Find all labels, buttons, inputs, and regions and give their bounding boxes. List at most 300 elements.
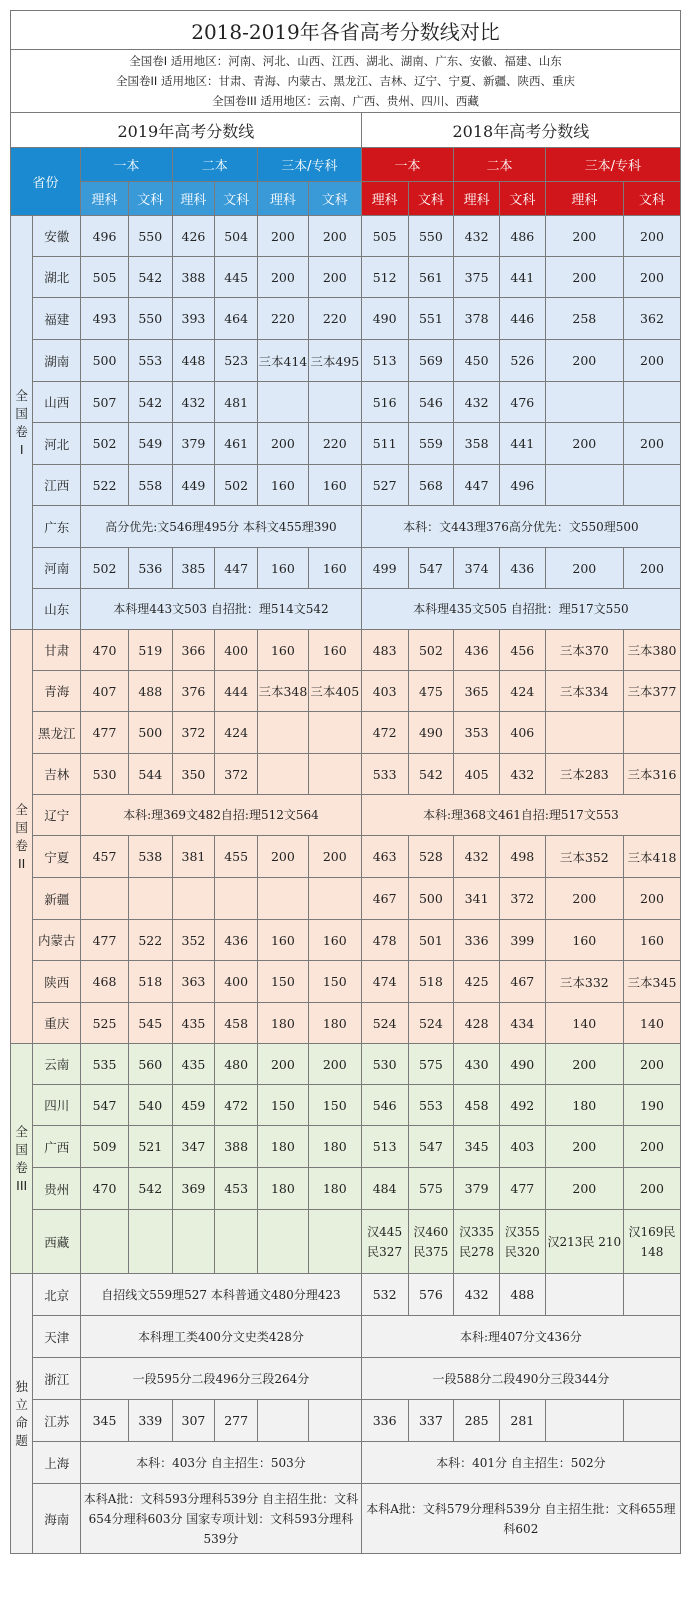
province-cell: 浙江 <box>33 1358 81 1400</box>
score-cell-2019: 426 <box>172 216 215 257</box>
merged-score-cell-2018: 本科A批：文科579分理科539分 自主招生批：文科655理科602 <box>361 1484 680 1554</box>
score-cell-2019: 385 <box>172 548 215 589</box>
score-cell-2019: 180 <box>308 1003 361 1044</box>
score-cell-2019: 400 <box>215 961 258 1003</box>
province-cell: 新疆 <box>33 878 81 920</box>
score-cell-2019: 160 <box>308 548 361 589</box>
score-cell-2019: 542 <box>128 257 172 298</box>
score-cell-2018: 492 <box>499 1085 545 1126</box>
score-cell-2018: 528 <box>408 836 454 878</box>
exam-group-label <box>11 630 33 1044</box>
group-label-char: 国 <box>15 405 28 421</box>
score-cell-2018: 337 <box>408 1400 454 1442</box>
score-cell-2018 <box>545 712 623 754</box>
merged-score-cell-2018: 本科：401分 自主招生：502分 <box>361 1442 680 1484</box>
table-row <box>11 589 681 630</box>
score-cell-2018: 553 <box>408 1085 454 1126</box>
score-cell-2018: 450 <box>454 340 500 382</box>
score-cell-2018: 467 <box>499 961 545 1003</box>
score-cell-2018: 474 <box>361 961 408 1003</box>
province-cell: 陕西 <box>33 961 81 1003</box>
score-cell-2018: 432 <box>454 1274 500 1316</box>
score-cell-2018: 502 <box>408 630 454 671</box>
score-cell-2018: 530 <box>361 1044 408 1085</box>
table-row <box>11 1358 681 1400</box>
score-cell-2019: 150 <box>308 1085 361 1126</box>
subject-header-row <box>11 182 681 216</box>
score-cell-2019: 447 <box>215 548 258 589</box>
score-cell-2019: 488 <box>128 671 172 712</box>
score-cell-2018: 374 <box>454 548 500 589</box>
score-cell-2018: 463 <box>361 836 408 878</box>
table-row <box>11 1003 681 1044</box>
score-cell-2018: 441 <box>499 257 545 298</box>
province-cell: 河北 <box>33 423 81 465</box>
merged-score-cell-2018: 本科理435文505 自招批：理517文550 <box>361 589 680 630</box>
score-cell-2019: 200 <box>308 257 361 298</box>
province-cell: 江苏 <box>33 1400 81 1442</box>
score-cell-2019: 435 <box>172 1044 215 1085</box>
score-cell-2018: 550 <box>408 216 454 257</box>
year-2019-header: 2019年高考分数线 <box>11 113 362 148</box>
score-cell-2018: 200 <box>545 878 623 920</box>
score-cell-2019: 339 <box>128 1400 172 1442</box>
score-cell-2019: 388 <box>215 1126 258 1168</box>
score-cell-2018: 200 <box>545 423 623 465</box>
province-cell: 贵州 <box>33 1168 81 1210</box>
score-cell-2018: 477 <box>499 1168 545 1210</box>
province-cell: 吉林 <box>33 754 81 795</box>
score-cell-2018: 456 <box>499 630 545 671</box>
score-cell-2018: 汉445 民327 <box>361 1210 408 1274</box>
province-cell: 青海 <box>33 671 81 712</box>
score-cell-2018: 200 <box>623 216 680 257</box>
score-cell-2019: 160 <box>308 630 361 671</box>
score-cell-2019: 200 <box>308 836 361 878</box>
score-cell-2018: 483 <box>361 630 408 671</box>
score-cell-2018 <box>623 465 680 506</box>
exam-group-label <box>11 216 33 630</box>
score-cell-2019: 553 <box>128 340 172 382</box>
province-cell: 安徽 <box>33 216 81 257</box>
score-cell-2019: 502 <box>215 465 258 506</box>
score-cell-2019 <box>308 382 361 423</box>
score-cell-2018 <box>623 382 680 423</box>
merged-score-cell-2019: 本科理工类400分文史类428分 <box>81 1316 362 1358</box>
score-cell-2018: 405 <box>454 754 500 795</box>
score-cell-2018: 424 <box>499 671 545 712</box>
table-row <box>11 1442 681 1484</box>
score-cell-2018: 568 <box>408 465 454 506</box>
group-label-char: 卷 <box>15 423 28 439</box>
table-row <box>11 257 681 298</box>
group-label-char: 全 <box>15 387 28 403</box>
score-cell-2018: 三本334 <box>545 671 623 712</box>
merged-score-cell-2019: 本科:理369文482自招:理512文564 <box>81 795 362 836</box>
score-cell-2019 <box>308 1400 361 1442</box>
group-label-char: 全 <box>15 801 28 817</box>
score-cell-2019: 160 <box>308 465 361 506</box>
score-cell-2019: 350 <box>172 754 215 795</box>
score-cell-2019: 200 <box>257 1044 308 1085</box>
score-cell-2019: 三本414 <box>257 340 308 382</box>
score-cell-2019: 345 <box>81 1400 129 1442</box>
table-row <box>11 712 681 754</box>
score-cell-2019 <box>81 1210 129 1274</box>
score-cell-2019 <box>128 878 172 920</box>
score-cell-2018: 200 <box>545 257 623 298</box>
score-cell-2018: 547 <box>408 1126 454 1168</box>
exam-region-notes <box>10 49 681 112</box>
score-cell-2018: 446 <box>499 298 545 340</box>
score-cell-2018: 372 <box>499 878 545 920</box>
score-cell-2018 <box>545 382 623 423</box>
score-cell-2019: 150 <box>257 961 308 1003</box>
score-cell-2019: 200 <box>308 216 361 257</box>
score-cell-2018: 200 <box>623 340 680 382</box>
score-cell-2018: 200 <box>623 423 680 465</box>
score-cell-2018: 546 <box>361 1085 408 1126</box>
score-cell-2019: 三本495 <box>308 340 361 382</box>
score-cell-2019: 509 <box>81 1126 129 1168</box>
table-row <box>11 382 681 423</box>
score-cell-2018: 432 <box>499 754 545 795</box>
score-cell-2018: 569 <box>408 340 454 382</box>
table-row <box>11 298 681 340</box>
province-cell: 内蒙古 <box>33 920 81 961</box>
score-cell-2018: 365 <box>454 671 500 712</box>
score-cell-2019: 540 <box>128 1085 172 1126</box>
score-cell-2018: 478 <box>361 920 408 961</box>
province-cell: 西藏 <box>33 1210 81 1274</box>
tier3-header-2019: 三本/专科 <box>257 148 361 182</box>
score-cell-2018: 三本345 <box>623 961 680 1003</box>
score-cell-2018: 三本316 <box>623 754 680 795</box>
score-cell-2018: 432 <box>454 382 500 423</box>
score-cell-2019: 558 <box>128 465 172 506</box>
tier1-header-2018: 一本 <box>361 148 453 182</box>
score-cell-2019: 444 <box>215 671 258 712</box>
score-cell-2019: 455 <box>215 836 258 878</box>
score-cell-2019: 502 <box>81 423 129 465</box>
score-cell-2018: 486 <box>499 216 545 257</box>
table-row <box>11 1400 681 1442</box>
score-cell-2018: 140 <box>623 1003 680 1044</box>
score-cell-2018: 200 <box>623 878 680 920</box>
score-cell-2019: 496 <box>81 216 129 257</box>
score-cell-2019: 180 <box>308 1168 361 1210</box>
score-cell-2019: 220 <box>308 423 361 465</box>
group-label-char: 立 <box>15 1396 28 1412</box>
score-cell-2019: 160 <box>257 920 308 961</box>
score-cell-2018: 160 <box>545 920 623 961</box>
table-row <box>11 1044 681 1085</box>
score-cell-2018 <box>623 1274 680 1316</box>
score-cell-2019 <box>172 878 215 920</box>
merged-score-cell-2019: 自招线文559理527 本科普通文480分理423 <box>81 1274 362 1316</box>
score-cell-2019: 200 <box>257 423 308 465</box>
score-cell-2018: 375 <box>454 257 500 298</box>
score-cell-2018: 524 <box>408 1003 454 1044</box>
score-cell-2018: 281 <box>499 1400 545 1442</box>
table-row <box>11 465 681 506</box>
score-cell-2018: 559 <box>408 423 454 465</box>
art-header: 文科 <box>128 182 172 216</box>
score-cell-2018: 527 <box>361 465 408 506</box>
province-cell: 四川 <box>33 1085 81 1126</box>
score-cell-2018: 546 <box>408 382 454 423</box>
score-cell-2018: 190 <box>623 1085 680 1126</box>
score-cell-2019: 393 <box>172 298 215 340</box>
province-cell: 重庆 <box>33 1003 81 1044</box>
score-cell-2018: 505 <box>361 216 408 257</box>
score-cell-2018: 475 <box>408 671 454 712</box>
score-cell-2019: 542 <box>128 382 172 423</box>
score-cell-2019: 453 <box>215 1168 258 1210</box>
score-cell-2019: 432 <box>172 382 215 423</box>
table-row <box>11 1126 681 1168</box>
score-cell-2018: 200 <box>545 216 623 257</box>
score-cell-2018: 513 <box>361 340 408 382</box>
score-cell-2018: 512 <box>361 257 408 298</box>
score-cell-2019: 448 <box>172 340 215 382</box>
score-cell-2019: 502 <box>81 548 129 589</box>
score-cell-2019: 468 <box>81 961 129 1003</box>
score-cell-2019: 400 <box>215 630 258 671</box>
score-cell-2019: 160 <box>257 465 308 506</box>
score-cell-2019: 180 <box>257 1168 308 1210</box>
score-cell-2018: 447 <box>454 465 500 506</box>
score-cell-2018: 575 <box>408 1168 454 1210</box>
score-cell-2019: 347 <box>172 1126 215 1168</box>
score-cell-2019: 470 <box>81 630 129 671</box>
score-cell-2019: 480 <box>215 1044 258 1085</box>
score-cell-2019: 538 <box>128 836 172 878</box>
merged-score-cell-2019: 本科理443文503 自招批：理514文542 <box>81 589 362 630</box>
score-cell-2019 <box>257 754 308 795</box>
score-cell-2019: 477 <box>81 920 129 961</box>
score-cell-2019 <box>128 1210 172 1274</box>
score-cell-2019: 505 <box>81 257 129 298</box>
group-label-char: I <box>19 441 24 457</box>
score-cell-2018: 汉213民 210 <box>545 1210 623 1274</box>
score-cell-2019: 560 <box>128 1044 172 1085</box>
score-table <box>10 112 681 1554</box>
merged-score-cell-2019: 本科A批：文科593分理科539分 自主招生批：文科654分理科603分 国家专项计划：文科593分理科539分 <box>81 1484 362 1554</box>
score-cell-2019: 472 <box>215 1085 258 1126</box>
merged-score-cell-2019: 一段595分二段496分三段264分 <box>81 1358 362 1400</box>
score-cell-2018: 467 <box>361 878 408 920</box>
score-cell-2019: 522 <box>128 920 172 961</box>
score-cell-2019: 三本405 <box>308 671 361 712</box>
score-cell-2019: 160 <box>257 548 308 589</box>
score-cell-2019: 500 <box>81 340 129 382</box>
score-cell-2018: 200 <box>623 1044 680 1085</box>
score-cell-2018: 336 <box>361 1400 408 1442</box>
score-cell-2018: 汉460 民375 <box>408 1210 454 1274</box>
province-cell: 山东 <box>33 589 81 630</box>
score-cell-2019: 500 <box>128 712 172 754</box>
score-cell-2019: 459 <box>172 1085 215 1126</box>
table-row <box>11 506 681 548</box>
score-cell-2019: 518 <box>128 961 172 1003</box>
tier2-header-2018: 二本 <box>454 148 545 182</box>
score-cell-2019: 504 <box>215 216 258 257</box>
year-header-row <box>11 113 681 148</box>
merged-score-cell-2018: 本科：文443理376高分优先：文550理500 <box>361 506 680 548</box>
score-cell-2019 <box>215 878 258 920</box>
art-header: 文科 <box>499 182 545 216</box>
score-cell-2018: 200 <box>623 1126 680 1168</box>
score-cell-2019: 544 <box>128 754 172 795</box>
score-cell-2019 <box>81 878 129 920</box>
score-cell-2018: 501 <box>408 920 454 961</box>
score-cell-2019: 493 <box>81 298 129 340</box>
score-cell-2019: 547 <box>81 1085 129 1126</box>
score-cell-2018: 180 <box>545 1085 623 1126</box>
score-cell-2018: 三本380 <box>623 630 680 671</box>
group-label-char: III <box>16 1177 28 1193</box>
group-label-char: 卷 <box>15 1159 28 1175</box>
score-cell-2019: 535 <box>81 1044 129 1085</box>
merged-score-cell-2018: 一段588分二段490分三段344分 <box>361 1358 680 1400</box>
score-cell-2019: 457 <box>81 836 129 878</box>
score-cell-2019: 545 <box>128 1003 172 1044</box>
score-cell-2019: 436 <box>215 920 258 961</box>
table-row <box>11 1316 681 1358</box>
score-cell-2018: 285 <box>454 1400 500 1442</box>
score-cell-2018: 516 <box>361 382 408 423</box>
province-cell: 天津 <box>33 1316 81 1358</box>
score-cell-2018: 547 <box>408 548 454 589</box>
sci-header: 理科 <box>257 182 308 216</box>
score-cell-2018: 362 <box>623 298 680 340</box>
score-cell-2018: 484 <box>361 1168 408 1210</box>
score-cell-2018: 三本370 <box>545 630 623 671</box>
score-cell-2018: 499 <box>361 548 408 589</box>
score-cell-2019: 464 <box>215 298 258 340</box>
score-cell-2018: 140 <box>545 1003 623 1044</box>
score-cell-2019: 277 <box>215 1400 258 1442</box>
art-header: 文科 <box>623 182 680 216</box>
score-cell-2019 <box>257 712 308 754</box>
score-cell-2019: 519 <box>128 630 172 671</box>
score-cell-2019: 542 <box>128 1168 172 1210</box>
score-cell-2019 <box>308 1210 361 1274</box>
score-cell-2019: 550 <box>128 216 172 257</box>
table-row <box>11 1168 681 1210</box>
score-cell-2019: 160 <box>308 920 361 961</box>
score-cell-2019 <box>215 1210 258 1274</box>
score-cell-2018: 575 <box>408 1044 454 1085</box>
score-cell-2018: 542 <box>408 754 454 795</box>
score-cell-2019: 220 <box>257 298 308 340</box>
score-cell-2019 <box>308 712 361 754</box>
score-cell-2018: 汉169民 148 <box>623 1210 680 1274</box>
group-label-char: II <box>17 855 26 871</box>
note-line: 全国卷I 适用地区：河南、河北、山西、江西、湖北、湖南、广东、安徽、福建、山东 <box>129 54 562 68</box>
table-row <box>11 836 681 878</box>
province-cell: 北京 <box>33 1274 81 1316</box>
score-cell-2019: 530 <box>81 754 129 795</box>
score-cell-2018: 561 <box>408 257 454 298</box>
province-cell: 广西 <box>33 1126 81 1168</box>
score-cell-2019: 220 <box>308 298 361 340</box>
score-cell-2018: 200 <box>545 1168 623 1210</box>
score-cell-2019: 369 <box>172 1168 215 1210</box>
table-row <box>11 630 681 671</box>
score-cell-2019: 200 <box>257 216 308 257</box>
province-cell: 广东 <box>33 506 81 548</box>
score-cell-2019: 449 <box>172 465 215 506</box>
sci-header: 理科 <box>361 182 408 216</box>
score-cell-2019: 424 <box>215 712 258 754</box>
table-row <box>11 1085 681 1126</box>
score-cell-2019: 200 <box>257 836 308 878</box>
sci-header: 理科 <box>81 182 129 216</box>
score-cell-2019 <box>308 754 361 795</box>
score-cell-2018: 378 <box>454 298 500 340</box>
art-header: 文科 <box>308 182 361 216</box>
score-cell-2019: 180 <box>257 1003 308 1044</box>
table-row <box>11 920 681 961</box>
score-cell-2018: 200 <box>623 1168 680 1210</box>
score-cell-2018: 551 <box>408 298 454 340</box>
score-cell-2019: 435 <box>172 1003 215 1044</box>
score-cell-2018: 500 <box>408 878 454 920</box>
province-cell: 黑龙江 <box>33 712 81 754</box>
score-cell-2018: 160 <box>623 920 680 961</box>
score-cell-2018 <box>545 1400 623 1442</box>
score-cell-2018 <box>623 1400 680 1442</box>
province-cell: 河南 <box>33 548 81 589</box>
table-row <box>11 1210 681 1274</box>
tier1-header-2019: 一本 <box>81 148 172 182</box>
score-cell-2019: 521 <box>128 1126 172 1168</box>
group-label-char: 卷 <box>15 837 28 853</box>
score-cell-2018: 436 <box>454 630 500 671</box>
score-cell-2019: 536 <box>128 548 172 589</box>
year-2018-header: 2018年高考分数线 <box>361 113 680 148</box>
score-cell-2018: 200 <box>623 548 680 589</box>
score-cell-2018: 258 <box>545 298 623 340</box>
group-label-char: 题 <box>15 1432 28 1448</box>
score-cell-2018: 432 <box>454 836 500 878</box>
score-cell-2018: 三本377 <box>623 671 680 712</box>
table-row <box>11 754 681 795</box>
group-label-char: 独 <box>15 1378 28 1394</box>
table-row <box>11 671 681 712</box>
score-cell-2019: 180 <box>308 1126 361 1168</box>
merged-score-cell-2018: 本科:理368文461自招:理517文553 <box>361 795 680 836</box>
score-cell-2019 <box>308 878 361 920</box>
score-cell-2018: 434 <box>499 1003 545 1044</box>
score-cell-2019: 549 <box>128 423 172 465</box>
score-cell-2018: 496 <box>499 465 545 506</box>
score-cell-2018: 476 <box>499 382 545 423</box>
score-cell-2019: 407 <box>81 671 129 712</box>
score-cell-2019: 372 <box>172 712 215 754</box>
score-cell-2019: 366 <box>172 630 215 671</box>
score-cell-2019: 379 <box>172 423 215 465</box>
score-cell-2018: 490 <box>408 712 454 754</box>
score-cell-2018: 200 <box>545 1044 623 1085</box>
score-cell-2019: 307 <box>172 1400 215 1442</box>
score-cell-2019: 160 <box>257 630 308 671</box>
score-cell-2018: 200 <box>623 257 680 298</box>
merged-score-cell-2018: 本科:理407分文436分 <box>361 1316 680 1358</box>
score-cell-2018: 490 <box>361 298 408 340</box>
